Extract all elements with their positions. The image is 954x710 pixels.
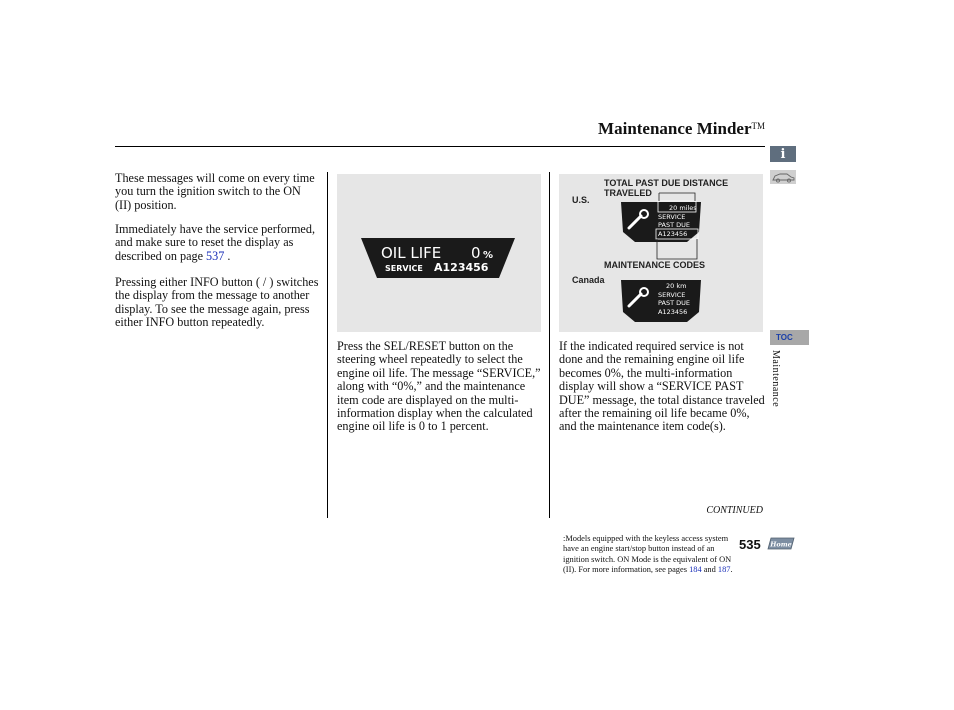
page-title <box>560 119 765 139</box>
left-paragraph-2-text: Immediately have the service performed, and make sure to reset the display as described on page <box>115 222 315 263</box>
page-link-184[interactable]: 184 <box>689 565 702 575</box>
display-service-text: SERVICE <box>385 264 423 273</box>
canada-distance-text: 20 km <box>666 282 687 290</box>
canada-label: Canada <box>572 275 605 285</box>
home-button-shape <box>767 537 795 550</box>
canada-code-text: A123456 <box>658 308 688 316</box>
service-past-due-panel <box>559 174 763 332</box>
toc-button[interactable] <box>770 330 809 345</box>
info-icon: i <box>780 146 786 162</box>
us-past-due-text: PAST DUE <box>658 221 690 229</box>
display-percent-sign: % <box>483 250 494 261</box>
footnote-end: . <box>730 565 733 575</box>
canada-service-text: SERVICE <box>658 291 686 299</box>
info-index-button[interactable] <box>770 146 796 162</box>
title-text: Maintenance Minder <box>598 119 752 138</box>
footnote-text: :Models equipped with the keyless access system have an engine start/stop button instead of an ignition switch. ON Mode is the equivalent of ON (II). For more information, see pages <box>563 534 732 575</box>
middle-paragraph: Press the SEL/RESET button on the steering wheel repeatedly to select the engine oil life. The message “SERVICE,” along with “0%,” and the maintenance item code are displayed on the multi-information display when the calculated engine oil life is 0 to 1 percent. <box>337 339 541 434</box>
page-link-537[interactable]: 537 <box>206 248 225 263</box>
section-tab-label: Maintenance <box>770 350 781 408</box>
home-button-label: Home <box>770 540 792 549</box>
us-distance-text: 20 miles <box>669 204 697 212</box>
maintenance-codes-label: MAINTENANCE CODES <box>604 260 706 270</box>
home-button[interactable] <box>767 537 795 550</box>
left-paragraph-3: Pressing either INFO button ( / ) switches the display from the message to another display. To see the message again, press either INFO button repeatedly. <box>115 275 319 330</box>
left-paragraph-2 <box>115 223 325 263</box>
left-paragraph-1: These messages will come on every time you turn the ignition switch to the ON (II) position. <box>115 171 315 212</box>
left-paragraph-2-end: . <box>224 248 231 263</box>
page-link-187[interactable]: 187 <box>717 565 731 575</box>
us-service-text: SERVICE <box>658 213 686 221</box>
oil-life-panel <box>337 174 541 332</box>
display-percent-value: 0 <box>471 244 481 262</box>
right-paragraph: If the indicated required service is not done and the remaining engine oil life becomes 0%, the multi-information display will show a “SERVICE PAST DUE” message, the total distance traveled after the remaining oil life became 0%, and the maintenance item code(s). <box>559 339 765 434</box>
canada-past-due-text: PAST DUE <box>658 299 690 307</box>
column-divider-2 <box>549 172 550 518</box>
oil-life-display-illustration <box>337 174 541 332</box>
footnote <box>563 534 733 576</box>
display-code-text: A123456 <box>434 261 489 274</box>
header-rule <box>115 146 765 147</box>
page-number: 535 <box>739 537 761 552</box>
footnote-and: and <box>701 565 718 575</box>
continued-label: CONTINUED <box>706 505 763 516</box>
column-divider-1 <box>327 172 328 518</box>
trademark-mark: TM <box>751 121 765 131</box>
total-past-due-label: TOTAL PAST DUE DISTANCE TRAVELED <box>604 178 729 198</box>
vehicle-index-button[interactable] <box>770 170 796 184</box>
display-oil-life-text: OIL LIFE <box>381 244 442 262</box>
car-icon <box>770 170 796 184</box>
us-label: U.S. <box>572 195 590 205</box>
toc-label: TOC <box>776 333 793 342</box>
us-code-text: A123456 <box>658 230 688 238</box>
